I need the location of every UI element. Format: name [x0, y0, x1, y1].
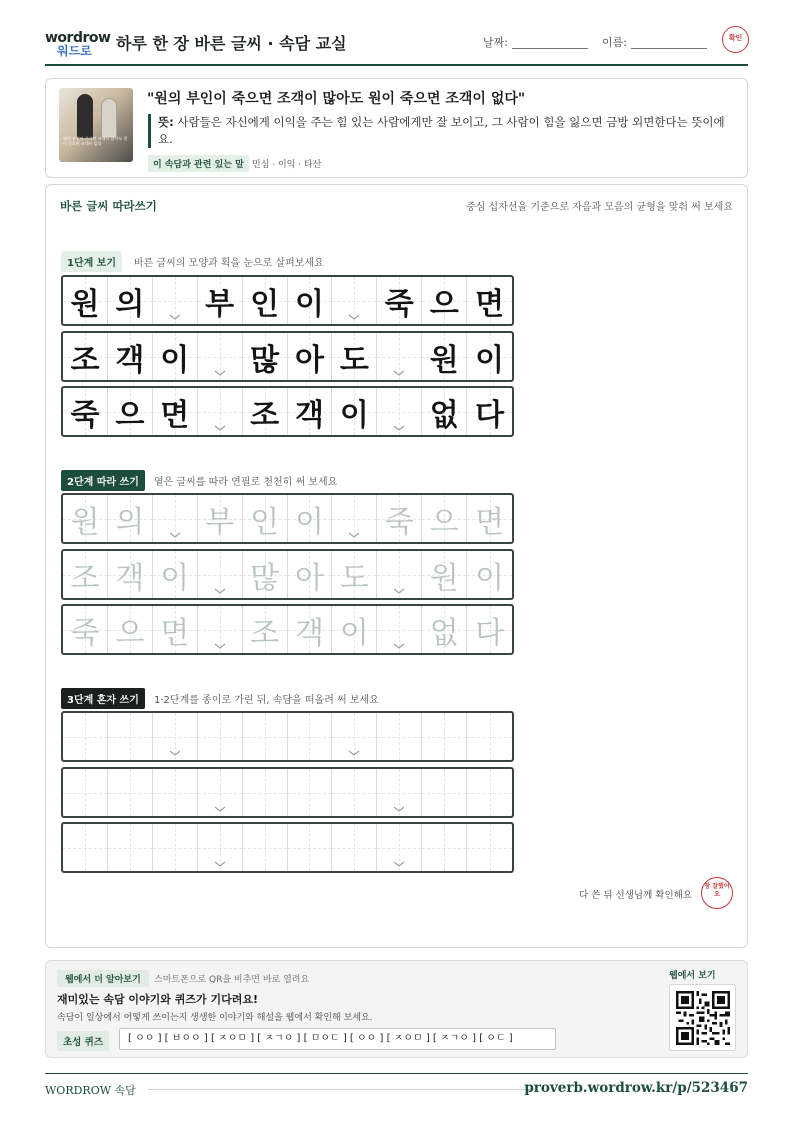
- grid-character: 많: [250, 342, 280, 378]
- grid-cell[interactable]: [288, 713, 333, 760]
- step3-line-2[interactable]: [61, 767, 514, 818]
- grid-character: 이: [294, 504, 324, 540]
- web-more-desc: 스마트폰으로 QR을 비추면 바로 열려요: [154, 975, 310, 985]
- grid-cell-space[interactable]: [332, 713, 377, 760]
- grid-cell[interactable]: [467, 769, 512, 816]
- meaning-label: 뜻:: [158, 115, 174, 129]
- space-mark-icon: [393, 588, 405, 594]
- space-mark-icon: [169, 314, 181, 320]
- grid-cell: [332, 388, 377, 435]
- grid-cell: [332, 333, 377, 380]
- space-mark-icon: [214, 861, 226, 867]
- grid-cell[interactable]: [63, 495, 108, 542]
- grid-character: 아: [294, 342, 324, 378]
- grid-character: 으: [429, 504, 459, 540]
- grid-cell: [108, 333, 153, 380]
- grid-cell[interactable]: [422, 495, 467, 542]
- grid-character: 인: [250, 504, 280, 540]
- space-mark-icon: [393, 861, 405, 867]
- grid-cell[interactable]: [422, 824, 467, 871]
- space-mark-icon: [214, 425, 226, 431]
- grid-cell: [198, 277, 243, 324]
- grid-cell[interactable]: [243, 551, 288, 598]
- grid-character: 원: [70, 286, 100, 322]
- grid-cell[interactable]: [288, 769, 333, 816]
- grid-cell-space: [377, 333, 422, 380]
- grid-character: 도: [339, 342, 369, 378]
- grid-character: 조: [70, 560, 100, 596]
- grid-cell[interactable]: [422, 769, 467, 816]
- grid-character: 도: [339, 560, 369, 596]
- grid-character: 으: [115, 397, 145, 433]
- handwriting-practice-section: [45, 184, 748, 948]
- person-figure-icon: [101, 98, 117, 138]
- grid-character: 면: [160, 397, 190, 433]
- grid-cell: [63, 277, 108, 324]
- grid-character: 의: [115, 504, 145, 540]
- step3-desc: 1·2단계를 종이로 가린 뒤, 속담을 떠올려 써 보세요: [154, 695, 379, 706]
- grid-character: 으: [115, 615, 145, 651]
- grid-character: 이: [160, 342, 190, 378]
- grid-cell-space[interactable]: [377, 769, 422, 816]
- grid-cell: [467, 277, 512, 324]
- space-mark-icon: [348, 532, 360, 538]
- grid-cell[interactable]: [377, 713, 422, 760]
- space-mark-icon: [214, 588, 226, 594]
- name-field[interactable]: [631, 48, 707, 49]
- grid-cell[interactable]: [332, 551, 377, 598]
- space-mark-icon: [169, 750, 181, 756]
- grid-cell[interactable]: [288, 495, 333, 542]
- grid-cell[interactable]: [243, 769, 288, 816]
- step3-line-1[interactable]: [61, 711, 514, 762]
- grid-cell: [422, 333, 467, 380]
- date-field[interactable]: [512, 48, 588, 49]
- chosung-quiz-box: [ ㅇㅇ ] [ ㅂㅇㅇ ] [ ㅈㅇㅁ ] [ ㅈㄱㅇ ] [ ㅁㅇㄷ ] [ ㅇㅇ ] [ ㅈㅇㅁ ] [ ㅈㄱㅇ ] [ ㅇㄷ ]: [119, 1028, 556, 1050]
- step2-desc: 옅은 글씨를 따라 연필로 천천히 써 보세요: [154, 477, 338, 488]
- grid-character: 이: [339, 397, 369, 433]
- qr-code-icon: [676, 991, 730, 1045]
- grid-character: 이: [160, 560, 190, 596]
- grid-cell: [243, 277, 288, 324]
- grid-character: 이: [294, 286, 324, 322]
- grid-cell-space: [198, 388, 243, 435]
- grid-cell: [153, 388, 198, 435]
- grid-cell-space[interactable]: [377, 824, 422, 871]
- web-more-tag: 웹에서 더 알아보기: [57, 970, 149, 987]
- grid-cell[interactable]: [243, 495, 288, 542]
- step1-desc: 바른 글씨의 모양과 획을 눈으로 살펴보세요: [134, 258, 324, 269]
- grid-character: 죽: [70, 397, 100, 433]
- grid-cell[interactable]: [377, 495, 422, 542]
- grid-character: 이: [339, 615, 369, 651]
- space-mark-icon: [393, 643, 405, 649]
- web-headline: 재미있는 속담 이야기와 퀴즈가 기다려요!: [57, 993, 258, 1006]
- meaning-text: 사람들은 자신에게 이익을 주는 힘 있는 사람에게만 잘 보이고, 그 사람이 힘을 잃으면 금방 외면한다는 뜻이에요.: [158, 115, 725, 146]
- grid-cell[interactable]: [467, 551, 512, 598]
- grid-cell[interactable]: [153, 769, 198, 816]
- confirm-stamp-icon: 확인: [722, 26, 749, 53]
- grid-character: 객: [294, 615, 324, 651]
- grid-character: 다: [475, 397, 505, 433]
- name-label: 이름:: [602, 36, 627, 49]
- grid-cell[interactable]: [467, 495, 512, 542]
- proverb-meaning: [148, 114, 738, 148]
- grid-cell: [243, 388, 288, 435]
- grid-cell: [422, 277, 467, 324]
- grid-cell-space: [198, 333, 243, 380]
- wordrow-logo: wordrow 워드로: [45, 30, 111, 58]
- footer-url-link[interactable]: proverb.wordrow.kr/p/523467: [524, 1080, 748, 1096]
- grid-cell[interactable]: [332, 769, 377, 816]
- grid-cell: [108, 388, 153, 435]
- grid-cell[interactable]: [467, 824, 512, 871]
- grid-cell: [288, 277, 333, 324]
- date-label: 날짜:: [483, 36, 508, 49]
- grid-cell: [288, 333, 333, 380]
- grid-cell-space[interactable]: [198, 606, 243, 653]
- grid-cell: [377, 277, 422, 324]
- grid-cell[interactable]: [288, 824, 333, 871]
- grid-cell[interactable]: [153, 606, 198, 653]
- grid-character: 의: [115, 286, 145, 322]
- grid-character: 죽: [70, 615, 100, 651]
- step2-line-3[interactable]: [61, 604, 514, 655]
- grid-cell[interactable]: [243, 606, 288, 653]
- grid-cell[interactable]: [422, 606, 467, 653]
- grid-cell[interactable]: [108, 495, 153, 542]
- web-description: 속담이 일상에서 어떻게 쓰이는지 생생한 이야기와 해설을 웹에서 확인해 보세요.: [57, 1013, 373, 1023]
- grid-cell[interactable]: [467, 713, 512, 760]
- space-mark-icon: [393, 425, 405, 431]
- grid-cell-space: [377, 388, 422, 435]
- grid-cell: [288, 388, 333, 435]
- grid-character: 조: [250, 615, 280, 651]
- grid-character: 인: [250, 286, 280, 322]
- space-mark-icon: [393, 806, 405, 812]
- grid-cell-space[interactable]: [377, 606, 422, 653]
- footer-divider: [148, 1089, 538, 1090]
- step2-tag: 2단계 따라 쓰기: [61, 470, 145, 491]
- grid-character: 아: [294, 560, 324, 596]
- space-mark-icon: [348, 750, 360, 756]
- grid-cell[interactable]: [288, 551, 333, 598]
- grid-cell-space: [153, 277, 198, 324]
- grid-cell: [108, 277, 153, 324]
- chosung-quiz-label: 초성 퀴즈: [57, 1031, 109, 1051]
- grid-cell[interactable]: [198, 495, 243, 542]
- page-footer: [45, 1073, 748, 1103]
- teacher-check-text: 다 쓴 뒤 선생님께 확인해요: [578, 890, 692, 901]
- grid-cell[interactable]: [288, 606, 333, 653]
- grid-character: 객: [115, 342, 145, 378]
- grid-cell[interactable]: [108, 824, 153, 871]
- space-mark-icon: [348, 314, 360, 320]
- grid-character: 부: [205, 504, 235, 540]
- qr-code[interactable]: [669, 984, 736, 1051]
- step3-tag: 3단계 혼자 쓰기: [61, 688, 145, 709]
- step1-tag: 1단계 보기: [61, 251, 122, 272]
- space-mark-icon: [393, 370, 405, 376]
- grid-cell-space[interactable]: [332, 495, 377, 542]
- grid-cell: [63, 388, 108, 435]
- grid-character: 없: [429, 615, 459, 651]
- grid-cell: [422, 388, 467, 435]
- page-title: 하루 한 장 바른 글씨 · 속담 교실: [116, 34, 347, 53]
- grid-cell[interactable]: [332, 606, 377, 653]
- grid-cell: [153, 333, 198, 380]
- grid-character: 이: [475, 342, 505, 378]
- step2-line-2[interactable]: [61, 549, 514, 600]
- grid-cell-space[interactable]: [198, 824, 243, 871]
- grid-character: 이: [475, 560, 505, 596]
- grid-cell[interactable]: [153, 551, 198, 598]
- step3-line-3[interactable]: [61, 822, 514, 873]
- step1-line-3: [61, 386, 514, 437]
- practice-hint: 중심 십자선을 기준으로 자음과 모음의 균형을 맞춰 써 보세요: [466, 202, 733, 213]
- grid-cell[interactable]: [422, 713, 467, 760]
- grid-cell: [467, 333, 512, 380]
- photo-caption: 원의 부인이 죽으면 조객이 많아도 원이 죽으면 조객이 없다: [63, 136, 128, 146]
- grid-character: 원: [429, 560, 459, 596]
- grid-cell[interactable]: [63, 551, 108, 598]
- grid-cell[interactable]: [108, 606, 153, 653]
- web-more-section: [45, 960, 748, 1058]
- grid-character: 면: [475, 286, 505, 322]
- grid-character: 원: [70, 504, 100, 540]
- grid-character: 면: [160, 615, 190, 651]
- grid-cell[interactable]: [63, 713, 108, 760]
- grid-cell[interactable]: [108, 551, 153, 598]
- grid-cell[interactable]: [108, 713, 153, 760]
- grid-cell: [467, 388, 512, 435]
- grid-cell-space: [332, 277, 377, 324]
- grid-character: 조: [70, 342, 100, 378]
- grid-cell-space[interactable]: [198, 769, 243, 816]
- grid-cell-space[interactable]: [198, 551, 243, 598]
- related-words-tag: 이 속담과 관련 있는 말: [148, 155, 249, 172]
- grid-cell[interactable]: [63, 769, 108, 816]
- grid-cell-space[interactable]: [153, 495, 198, 542]
- grid-cell[interactable]: [63, 606, 108, 653]
- proverb-illustration: [59, 88, 133, 162]
- grid-cell[interactable]: [243, 824, 288, 871]
- grid-character: 으: [429, 286, 459, 322]
- footer-brand: WORDROW 속담: [45, 1084, 136, 1097]
- grid-cell[interactable]: [422, 551, 467, 598]
- grid-character: 부: [205, 286, 235, 322]
- grid-cell[interactable]: [63, 824, 108, 871]
- qr-label: 웹에서 보기: [669, 971, 716, 981]
- grid-character: 객: [294, 397, 324, 433]
- grid-cell: [243, 333, 288, 380]
- space-mark-icon: [214, 643, 226, 649]
- person-figure-icon: [77, 94, 93, 138]
- grid-cell: [63, 333, 108, 380]
- grid-character: 조: [250, 397, 280, 433]
- related-words: 민심 · 이익 · 타산: [252, 160, 322, 170]
- space-mark-icon: [169, 532, 181, 538]
- good-job-stamp-icon: 참 잘했어요: [701, 877, 733, 909]
- grid-character: 면: [475, 504, 505, 540]
- step2-line-1[interactable]: [61, 493, 514, 544]
- proverb-card: [45, 78, 748, 178]
- grid-cell[interactable]: [108, 769, 153, 816]
- proverb-quote: "원의 부인이 죽으면 조객이 많아도 원이 죽으면 조객이 없다": [147, 91, 526, 107]
- grid-character: 많: [250, 560, 280, 596]
- step1-line-1: [61, 275, 514, 326]
- grid-cell-space[interactable]: [377, 551, 422, 598]
- grid-character: 없: [429, 397, 459, 433]
- grid-cell[interactable]: [332, 824, 377, 871]
- grid-character: 원: [429, 342, 459, 378]
- grid-character: 객: [115, 560, 145, 596]
- grid-cell[interactable]: [243, 713, 288, 760]
- grid-character: 죽: [384, 286, 414, 322]
- grid-cell[interactable]: [153, 824, 198, 871]
- space-mark-icon: [214, 806, 226, 812]
- grid-cell[interactable]: [198, 713, 243, 760]
- grid-cell-space[interactable]: [153, 713, 198, 760]
- practice-title: 바른 글씨 따라쓰기: [60, 199, 157, 213]
- grid-character: 다: [475, 615, 505, 651]
- grid-character: 죽: [384, 504, 414, 540]
- space-mark-icon: [214, 370, 226, 376]
- step1-line-2: [61, 331, 514, 382]
- grid-cell[interactable]: [467, 606, 512, 653]
- page-header: [45, 24, 748, 66]
